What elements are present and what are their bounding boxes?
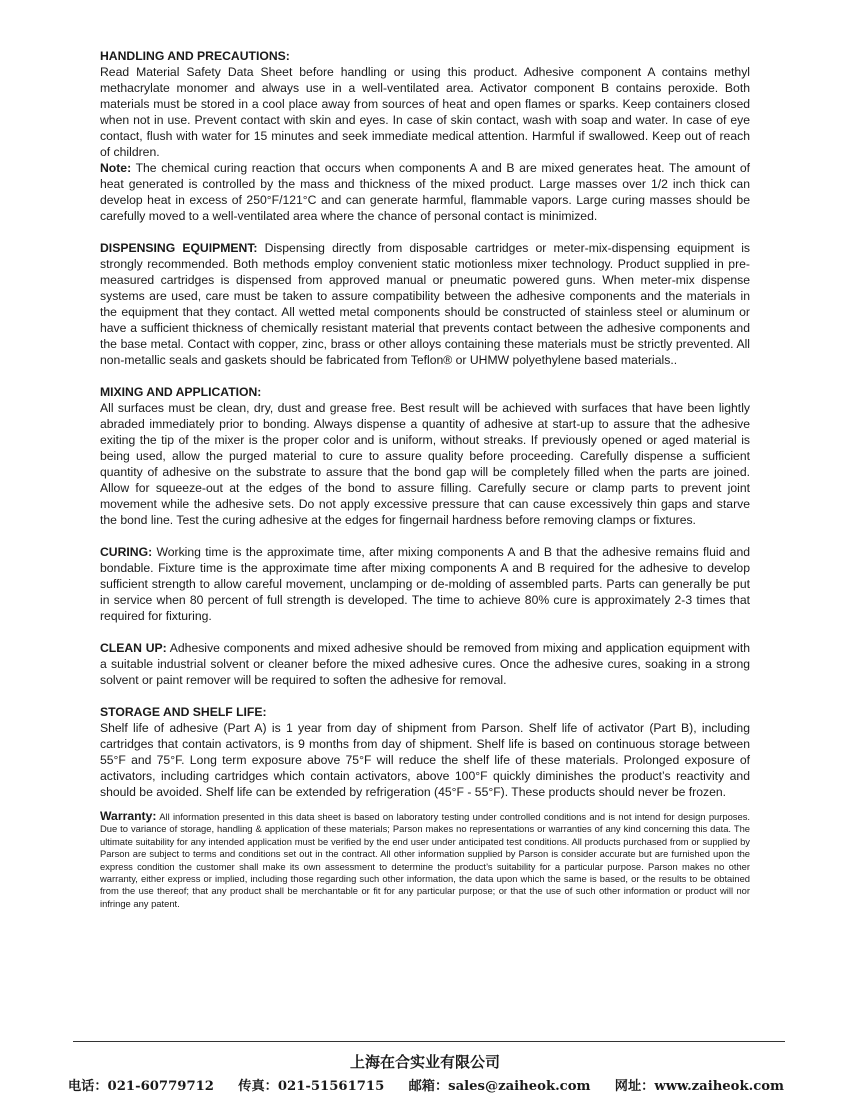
footer-email: 邮箱：sales@zaiheok.com xyxy=(408,1079,591,1094)
footer-divider xyxy=(73,1041,785,1042)
warranty-label: Warranty: xyxy=(100,809,157,823)
footer-contact-line xyxy=(68,1078,784,1096)
curing-body: Working time is the approximate time, after mixing components A and B that the adhesive remains fluid and bondable. Fixture time is the approximate time after mixing components A and B required for the adhesive to develop sufficient strength to allow careful movement, unclamping or de-molding of assembled parts. Parts can generally be put in service when 80 percent of full strength is developed. The time to achieve 80% cure is approximately 2-3 times that required for fixturing. xyxy=(100,545,750,623)
note-label: Note: xyxy=(100,161,132,175)
handling-section xyxy=(100,48,750,224)
storage-heading: STORAGE AND SHELF LIFE: xyxy=(100,705,267,719)
cleanup-paragraph xyxy=(100,640,750,688)
warranty-section xyxy=(100,810,750,910)
cleanup-section xyxy=(100,640,750,688)
curing-paragraph xyxy=(100,544,750,624)
note-body: The chemical curing reaction that occurs when components A and B are mixed generates heat. The amount of heat generated is controlled by the mass and thickness of the mixed product. Large masses over 1/2 inch thick can develop heat in excess of 250°F/121°C and can generate harmful, flammable vapors. Large curing masses should be carefully moved to a well-ventilated area where the chance of personal contact is minimized. xyxy=(100,161,750,223)
storage-body: Shelf life of adhesive (Part A) is 1 year from day of shipment from Parson. Shelf life of activator (Part B), including cartridges that contain activators, is 9 months from day of shipment. Shelf life is based on continuous storage between 55°F and 75°F. Long term exposure above 75°F will reduce the shelf life of these materials. Prolonged exposure of activators, including cartridges which contain activators, above 100°F quickly diminishes the product’s reactivity and should be avoided. Shelf life can be extended by refrigeration (45°F - 55°F). These products should never be frozen. xyxy=(100,721,750,799)
dispensing-body: Dispensing directly from disposable cartridges or meter-mix-dispensing equipment is strongly recommended. Both methods employ convenient static motionless mixer technology. Product supplied in pre-measured cartridges is dispensed from approved manual or pneumatic powered guns. When meter-mix dispense systems are used, care must be taken to assure compatibility between the adhesive components and the materials in the equipment that they contact. All wetted metal components should be constructed of stainless steel or aluminum or have a sufficient thickness of chemically resistant material that prevents contact between the adhesive components and the base metal. Contact with copper, zinc, brass or other alloys containing these materials must be strictly prevented. All non-metallic seals and gaskets should be fabricated from Teflon® or UHMW polyethylene based materials.. xyxy=(100,241,750,367)
mixing-heading: MIXING AND APPLICATION: xyxy=(100,385,262,399)
handling-note xyxy=(100,160,750,224)
dispensing-paragraph xyxy=(100,240,750,368)
footer-fax: 传真：021-51561715 xyxy=(238,1079,385,1094)
dispensing-section xyxy=(100,240,750,368)
mixing-section xyxy=(100,384,750,528)
footer-company-name: 上海在合实业有限公司 xyxy=(349,1053,500,1071)
storage-section xyxy=(100,704,750,800)
document-body xyxy=(100,48,750,910)
footer-phone: 电话：021-60779712 xyxy=(68,1079,214,1094)
warranty-body: All information presented in this data sheet is based on laboratory testing under controlled conditions and is not intend for design purposes. Due to variance of storage, handling & application of these materials; Parson makes no representations or warranties of any kind concerning this data. The ultimate suitability for any intended application must be verified by the end user under anticipated test conditions. All products purchased from or supplied by Parson are subject to terms and conditions set out in the contract. All other information supplied by Parson is consider accurate but are furnished upon the express condition the customer shall make its own assessment to determine the product’s suitability for a particular purpose. Parson makes no other warranty, either express or implied, including those regarding such other information, the data upon which the same is based, or the results to be obtained from the use thereof; that any product shall be merchantable or fit for any particular purpose; or that the use of such other information or product will nor infringe any patent. xyxy=(100,811,750,909)
handling-heading: HANDLING AND PRECAUTIONS: xyxy=(100,49,290,63)
cleanup-heading: CLEAN UP: xyxy=(100,641,167,655)
curing-heading: CURING: xyxy=(100,545,153,559)
footer-website: 网址：www.zaiheok.com xyxy=(614,1079,784,1094)
cleanup-body: Adhesive components and mixed adhesive should be removed from mixing and application equipment with a suitable industrial solvent or cleaner before the mixed adhesive cures. Once the adhesive cures, soaking in a strong solvent or paint remover will be required to soften the adhesive for removal. xyxy=(100,641,750,687)
dispensing-heading: DISPENSING EQUIPMENT: xyxy=(100,241,258,255)
handling-body: Read Material Safety Data Sheet before handling or using this product. Adhesive component A contains methyl methacrylate monomer and always use in a well-ventilated area. Activator component B contains peroxide. Both materials must be stored in a cool place away from sources of heat and open flames or sparks. Keep containers closed when not in use. Prevent contact with skin and eyes. In case of skin contact, wash with soap and water. In case of eye contact, flush with water for 15 minutes and seek immediate medical attention. Harmful if swallowed. Keep out of reach of children. xyxy=(100,65,750,159)
mixing-body: All surfaces must be clean, dry, dust and grease free. Best result will be achieved with surfaces that have been lightly abraded immediately prior to bonding. Always dispense a quantity of adhesive at start-up to assure that the adhesive exiting the tip of the mixer is the proper color and is uniform, without streaks. If previously opened or aged material is being used, allow the purged material to cure to assure quality before proceeding. Carefully dispense a sufficient quantity of adhesive on the substrate to assure that the bond gap will be completely filled when the parts are joined. Allow for squeeze-out at the edges of the bond to assure filling. Carefully secure or clamp parts to prevent joint movement while the adhesive sets. Do not apply excessive pressure that can cause excessively thin gaps and starve the bond line. Test the curing adhesive at the edges for fingernail hardness before removing clamps or fixtures. xyxy=(100,401,750,527)
curing-section xyxy=(100,544,750,624)
